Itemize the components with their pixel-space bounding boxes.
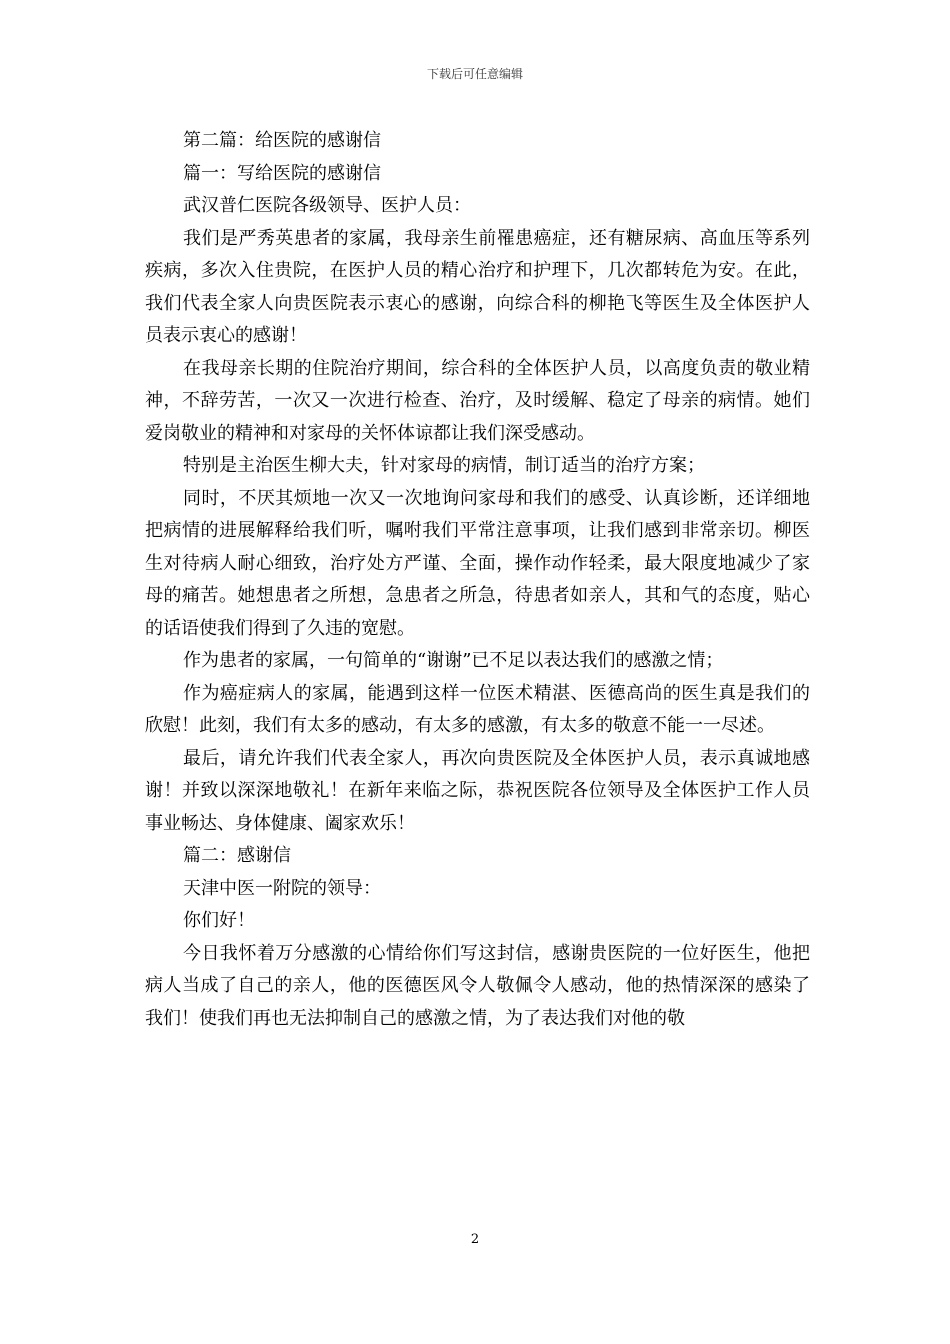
body-paragraph: 在我母亲长期的住院治疗期间，综合科的全体医护人员，以高度负责的敬业精神，不辞劳苦，一次又一次进行检查、治疗，及时缓解、稳定了母亲的病情。她们爱岗敬业的精神和对家母的关怀体谅都让我们深受感动。 bbox=[145, 357, 810, 444]
body-paragraph: 同时，不厌其烦地一次又一次地询问家母和我们的感受、认真诊断，还详细地把病情的进展解释给我们听，嘱咐我们平常注意事项，让我们感到非常亲切。柳医生对待病人耐心细致，治疗处方严谨、全面，操作动作轻柔，最大限度地减少了家母的痛苦。她想患者之所想，急患者之所急，待患者如亲人，其和气的态度，贴心的话语使我们得到了久违的宽慰。 bbox=[145, 487, 810, 639]
page-number: 2 bbox=[470, 1232, 480, 1247]
body-paragraph: 特别是主治医生柳大夫，针对家母的病情，制订适当的治疗方案； bbox=[183, 455, 705, 476]
greeting: 你们好！ bbox=[183, 910, 255, 931]
letter-two-title: 篇二：感谢信 bbox=[183, 845, 291, 866]
letter-one-salutation: 武汉普仁医院各级领导、医护人员： bbox=[183, 195, 471, 216]
section-title: 第二篇：给医院的感谢信 bbox=[183, 130, 381, 151]
body-paragraph: 今日我怀着万分感激的心情给你们写这封信，感谢贵医院的一位好医生，他把病人当成了自己的亲人，他的医德医风令人敬佩令人感动，他的热情深深的感染了我们！使我们再也无法抑制自己的感激之情，为了表达我们对他的敬 bbox=[145, 942, 810, 1029]
page-header-note: 下载后可任意编辑 bbox=[426, 67, 523, 81]
body-paragraph: 作为患者的家属，一句简单的“谢谢”已不足以表达我们的感激之情； bbox=[183, 650, 724, 671]
body-paragraph: 我们是严秀英患者的家属，我母亲生前罹患癌症，还有糖尿病、高血压等系列疾病，多次入住贵院，在医护人员的精心治疗和护理下，几次都转危为安。在此，我们代表全家人向贵医院表示衷心的感谢，向综合科的柳艳飞等医生及全体医护人员表示衷心的感谢！ bbox=[145, 227, 810, 346]
body-paragraph: 作为癌症病人的家属，能遇到这样一位医术精湛、医德高尚的医生真是我们的欣慰！此刻，我们有太多的感动，有太多的感激，有太多的敬意不能一一尽述。 bbox=[145, 682, 810, 736]
letter-one-title: 篇一：写给医院的感谢信 bbox=[183, 162, 381, 184]
body-paragraph: 最后，请允许我们代表全家人，再次向贵医院及全体医护人员，表示真诚地感谢！并致以深深地敬礼！在新年来临之际，恭祝医院各位领导及全体医护工作人员事业畅达、身体健康、阖家欢乐！ bbox=[145, 747, 810, 834]
document-body bbox=[145, 125, 810, 1035]
letter-two-salutation: 天津中医一附院的领导： bbox=[183, 877, 381, 899]
